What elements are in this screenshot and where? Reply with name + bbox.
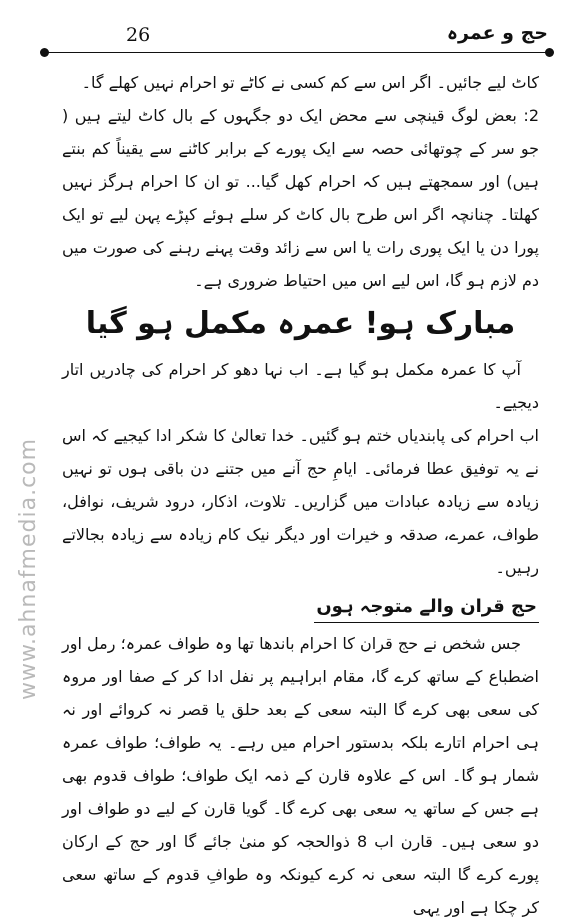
page-number: 26: [126, 24, 151, 46]
subheading-container: [62, 594, 539, 623]
header-rule-end-dot: [40, 48, 49, 57]
watermark: www.ahnafmedia.com: [16, 437, 41, 700]
body-paragraph: کاٹ لیے جائیں۔ اگر اس سے کم کسی نے کاٹے تو احرام نہیں کھلے گا۔: [81, 73, 539, 92]
page-body: [62, 66, 539, 924]
section-title: مبارک ہو! عمرہ مکمل ہو گیا: [85, 306, 516, 341]
page-header: [38, 22, 556, 62]
subheading: حج قران والے متوجہ ہوں: [314, 594, 539, 623]
running-title: حج و عمرہ: [446, 22, 548, 44]
header-rule-end-dot: [545, 48, 554, 57]
header-rule: [48, 52, 546, 53]
body-paragraph: 2: بعض لوگ قینچی سے محض ایک دو جگہوں کے بال کاٹ لیتے ہیں ( جو سر کے چوتھائی حصہ سے ایک پورے کے برابر کاٹنے سے یقیناً کم بنتے ہیں) اور سمجھتے ہیں کہ احرام کھل گیا... تو ان کا احرام ہرگز نہیں کھلتا۔ چنانچہ اگر اس طرح بال کاٹ کر سلے ہوئے کپڑے پہن لیے تو ایک پورا دن یا ایک پوری رات یا اس سے زائد وقت پہنے رہنے کی صورت میں دم لازم ہو گا، اس لیے اس میں احتیاط ضروری ہے۔: [62, 106, 539, 290]
body-paragraph: اب احرام کی پابندیاں ختم ہو گئیں۔ خدا تعالیٰ کا شکر ادا کیجیے کہ اس نے یہ توفیق عطا فرمائی۔ ایامِ حج آنے میں جتنے دن باقی ہوں تو نہیں زیادہ سے زیادہ عبادات میں گزاریں۔ تلاوت، اذکار، درود شریف، نوافل، طواف، عمرے، صدقہ و خیرات اور دیگر نیک کام زیادہ سے زیادہ بجالاتے رہیں۔: [62, 426, 539, 577]
body-paragraph: آپ کا عمرہ مکمل ہو گیا ہے۔ اب نہا دھو کر احرام کی چادریں اتار دیجیے۔: [62, 360, 539, 412]
body-paragraph: جس شخص نے حج قران کا احرام باندھا تھا وہ طواف عمرہ؛ رمل اور اضطباع کے ساتھ کرے گا، مقام ابراہیم پر نفل ادا کر کے صفا اور مروہ کی سعی بھی کرے گا البتہ سعی کے بعد حلق یا قصر نہ کروائے اور نہ ہی احرام اتارے بلکہ بدستور احرام میں رہے۔ یہ طواف؛ طواف عمرہ شمار ہو گا۔ اس کے علاوہ قارن کے ذمہ ایک طواف؛ طواف قدوم بھی ہے جس کے ساتھ یہ سعی بھی کرے گا۔ گویا قارن کے لیے دو طواف اور دو سعی ہیں۔ قارن اب 8 ذوالحجہ کو منیٰ جائے گا اور حج کے ارکان پورے کرے گا البتہ سعی نہ کرے کیونکہ وہ طوافِ قدوم کے ساتھ سعی کر چکا ہے اور یہی: [62, 634, 540, 917]
